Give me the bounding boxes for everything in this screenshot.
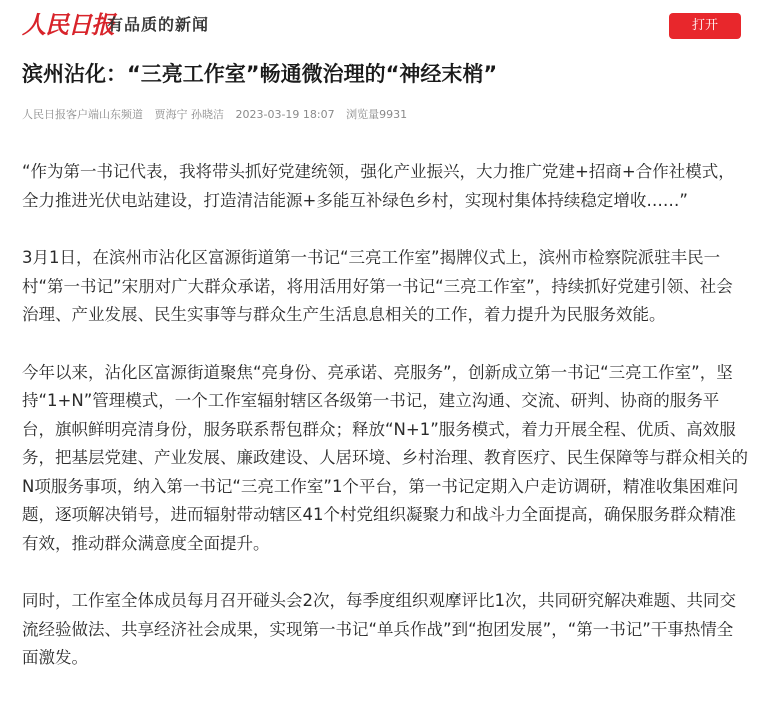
article-paragraph: 3月1日，在滨州市沾化区富源街道第一书记“三亮工作室”揭牌仪式上，滨州市检察院派驻丰民一村“第一书记”宋朋对广大群众承诺，将用活用好第一书记“三亮工作室”，持续抓好党建引领、社会治理、产业发展、民生实事等与群众生产生活息息相关的工作，着力提升为民服务效能。 bbox=[22, 248, 733, 324]
article-title: 滨州沾化：“三亮工作室”畅通微治理的“神经末梢” bbox=[22, 62, 498, 86]
article-body bbox=[22, 158, 748, 702]
article-paragraph: “作为第一书记代表，我将带头抓好党建统领，强化产业振兴，大力推广党建+招商+合作社模式，全力推进光伏电站建设，打造清洁能源+多能互补绿色乡村，实现村集体持续稳定增收……” bbox=[22, 162, 735, 210]
article-source[interactable]: 人民日报客户端山东频道 bbox=[22, 108, 143, 121]
article-paragraph: 同时，工作室全体成员每月召开碰头会2次，每季度组织观摩评比1次，共同研究解决难题、共同交流经验做法、共享经济社会成果，实现第一书记“单兵作战”到“抱团发展”，“第一书记”干事热情全面激发。 bbox=[22, 591, 736, 667]
open-app-button[interactable]: 打开 bbox=[669, 13, 741, 39]
article-authors: 贾海宁 孙晓洁 bbox=[154, 108, 224, 121]
article-paragraph: 今年以来，沾化区富源街道聚焦“亮身份、亮承诺、亮服务”，创新成立第一书记“三亮工作室”，坚持“1+N”管理模式，一个工作室辐射辖区各级第一书记，建立沟通、交流、研判、协商的服务平台，旗帜鲜明亮清身份，服务联系帮包群众；释放“N+1”服务模式，着力开展全程、优质、高效服务，把基层党建、产业发展、廉政建设、人居环境、乡村治理、教育医疗、民生保障等与群众相关的N项服务事项，纳入第一书记“三亮工作室”1个平台，第一书记定期入户走访调研，精准收集困难问题，逐项解决销号，进而辐射带动辖区41个村党组织凝聚力和战斗力全面提高，确保服务群众精准有效，推动群众满意度全面提升。 bbox=[22, 362, 748, 553]
article-datetime: 2023-03-19 18:07 bbox=[235, 108, 335, 121]
article-views: 浏览量9931 bbox=[346, 108, 408, 121]
slogan-text: 有品质的新闻 bbox=[107, 15, 210, 34]
article-meta bbox=[22, 107, 415, 123]
top-bar bbox=[0, 0, 770, 50]
people-daily-logo[interactable]: 人民日报 bbox=[22, 10, 114, 39]
